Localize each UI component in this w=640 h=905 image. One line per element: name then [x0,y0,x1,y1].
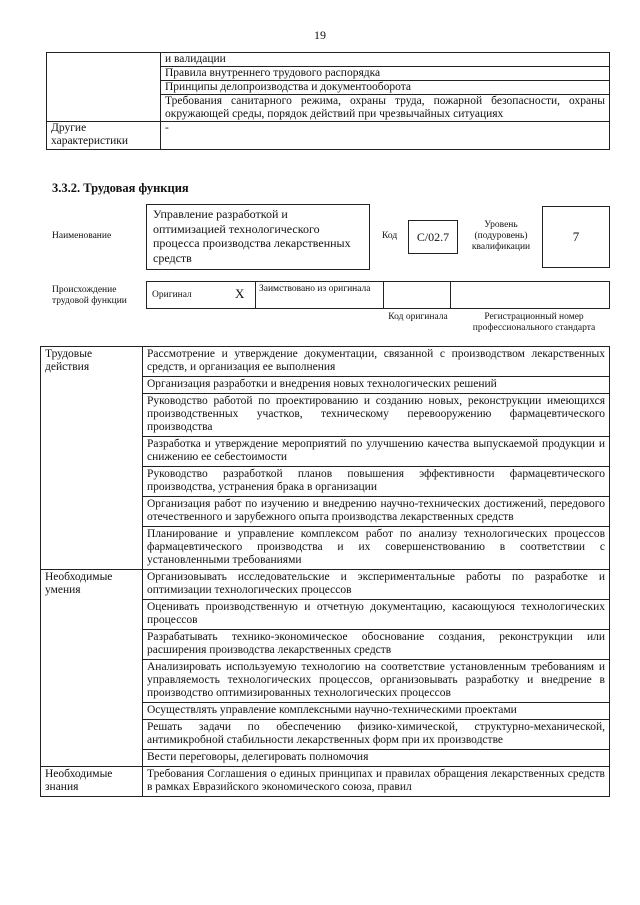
knowledge-item: Правила внутреннего трудового распорядка [161,67,610,81]
original-mark: X [235,286,245,301]
labor-action-item: Планирование и управление комплексом работ по анализу технологических процессов фармацевтического производства и их совершенствованию в соответствии с установленными требованиями [143,527,610,570]
other-characteristics-value: - [161,122,610,150]
code-label: Код [382,231,398,241]
required-skills-label: Необходимые умения [41,570,143,767]
labor-action-item: Руководство разработкой планов повышения эффективности фармацевтического производства, устранения брака в организации [143,467,610,497]
labor-action-item: Организация разработки и внедрения новых технологических решений [143,377,610,394]
name-label: Наименование [52,231,112,241]
other-characteristics-label: Другие характеристики [47,122,161,150]
labor-function-table [40,346,610,797]
table-row [41,570,610,600]
skill-item: Решать задачи по обеспечению физико-химической, структурно-механической, антимикробной стабильности лекарственных форм при их производстве [143,720,610,750]
labor-action-item: Организация работ по изучению и внедрению научно-технических достижений, передового отечественного и зарубежного опыта производства лекарственных средств [143,497,610,527]
skill-item: Разрабатывать технико-экономическое обоснование создания, реконструкции или расширения производства лекарственных средств [143,630,610,660]
labor-action-item: Руководство работой по проектированию и созданию новых, реконструкции имеющихся производственных участков, техническому перевооружению фармацевтического производства [143,394,610,437]
labor-action-item: Разработка и утверждение мероприятий по улучшению качества выпускаемой продукции и снижению ее себестоимости [143,437,610,467]
section-heading: 3.3.2. Трудовая функция [52,181,189,195]
table-row [47,53,610,67]
knowledge-item: Принципы делопроизводства и документооборота [161,81,610,95]
page-number: 19 [314,28,326,42]
original-label: Оригинал [152,290,192,300]
empty-label-cell [47,53,161,122]
divider [255,282,256,308]
level-label: Уровень (подуровень) квалификации [471,220,531,252]
borrowed-label: Заимствовано из оригинала [259,284,371,294]
table-row [41,767,610,797]
knowledge-item: Требования Соглашения о единых принципах и правилах обращения лекарственных средств в рамках Евразийского экономического союза, правил [143,767,610,797]
original-code-cell [383,281,451,309]
original-code-caption: Код оригинала [388,312,448,322]
labor-action-item: Рассмотрение и утверждение документации, связанной с производством лекарственных средств, и организация ее выполнения [143,347,610,377]
level-value-box: 7 [542,206,610,268]
skill-item: Вести переговоры, делегировать полномочия [143,750,610,767]
continuation-table [46,52,610,150]
code-value-box: C/02.7 [408,220,458,254]
table-row [47,122,610,150]
knowledge-item: и валидации [161,53,610,67]
required-knowledge-label: Необходимые знания [41,767,143,797]
labor-actions-label: Трудовые действия [41,347,143,570]
knowledge-item: Требования санитарного режима, охраны труда, пожарной безопасности, охраны окружающей среды, порядок действий при чрезвычайных ситуациях [161,95,610,122]
skill-item: Оценивать производственную и отчетную документацию, касающуюся технологических процессов [143,600,610,630]
skill-item: Анализировать используемую технологию на соответствие установленным требованиям и управляемость технологических процессов, организовывать разработку и внедрение в производство оптимизированных технологических процессов [143,660,610,703]
skill-item: Осуществлять управление комплексными научно-техническими проектами [143,703,610,720]
function-name-box: Управление разработкой и оптимизацией технологического процесса производства лекарственных средств [146,204,370,270]
origin-row [146,281,384,309]
skill-item: Организовывать исследовательские и экспериментальные работы по разработке и оптимизации технологических процессов [143,570,610,600]
table-row [41,347,610,377]
origin-label: Происхождение трудовой функции [52,285,127,306]
registration-number-caption: Регистрационный номер профессионального стандарта [472,312,596,333]
registration-number-cell [450,281,610,309]
